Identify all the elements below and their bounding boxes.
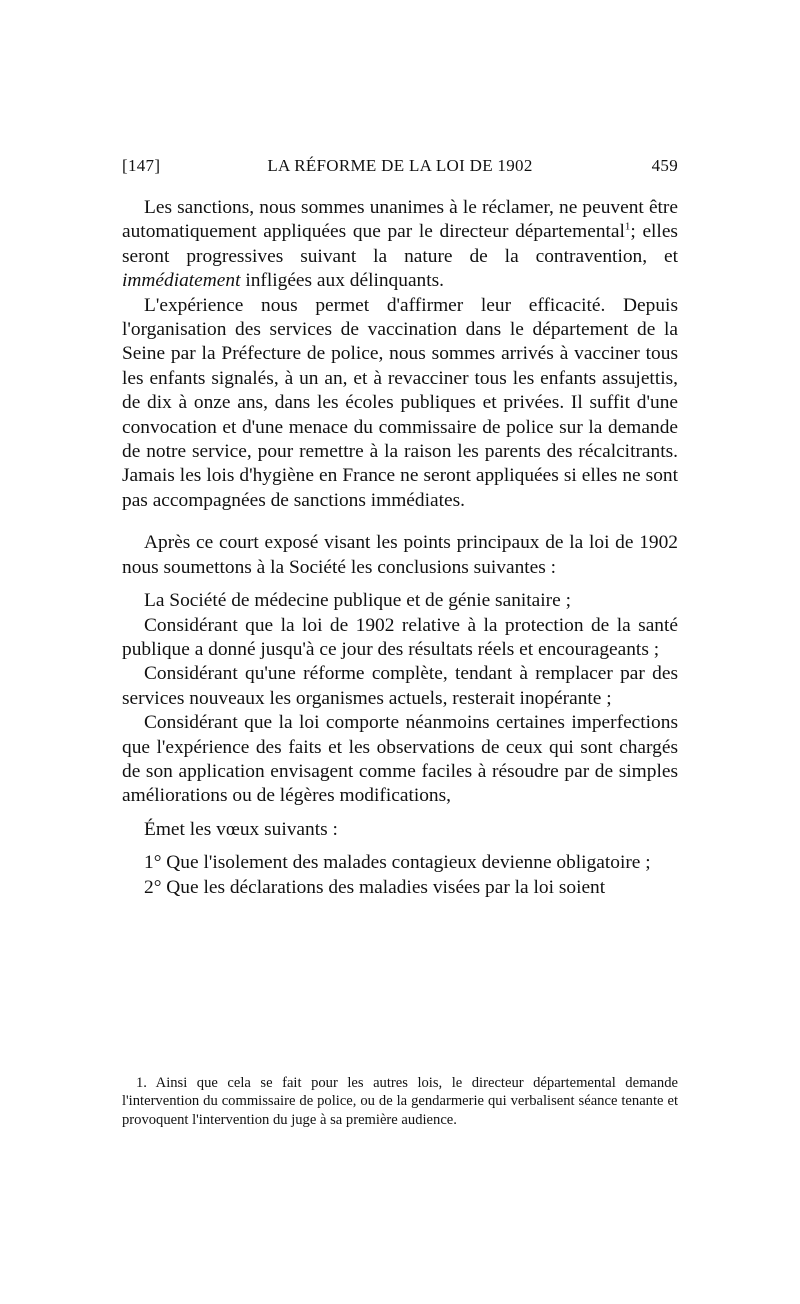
footnote (122, 1074, 678, 1129)
paragraph-societe: La Société de médecine publique et de génie sanitaire ; (144, 590, 571, 612)
p1-text-a: Les sanctions, nous sommes unanimes à le réclamer, ne peuvent être automatiquement appliquées que par le directeur départemental (122, 197, 678, 243)
p1-text-c: infligées aux délinquants. (240, 270, 445, 292)
paragraph-voeu-2: 2° Que les déclarations des maladies visées par la loi soient (144, 876, 606, 898)
main-text (122, 196, 678, 900)
footnote-text: 1. Ainsi que cela se fait pour les autres lois, le directeur départemental demande l'intervention du commissaire de police, ou de la gendarmerie qui verbalisent séance tenante et provoquent l'intervention du juge à sa première audience. (122, 1075, 678, 1128)
paragraph-conclusions-intro: Après ce court exposé visant les points principaux de la loi de 1902 nous soumettons à la Société les conclusions suivantes : (122, 532, 678, 578)
paragraph-voeu-1: 1° Que l'isolement des malades contagieux devienne obligatoire ; (144, 852, 651, 874)
paragraph-voeux: Émet les vœux suivants : (144, 818, 338, 840)
section-number: [147] (122, 156, 161, 175)
running-header (122, 156, 678, 186)
running-title: LA RÉFORME DE LA LOI DE 1902 (267, 156, 533, 175)
page-number: 459 (651, 156, 678, 175)
p1-emphasis: immédiatement (122, 270, 241, 292)
paragraph-considerant-2: Considérant qu'une réforme complète, tendant à remplacer par des services nouveaux les organismes actuels, resterait inopérante ; (122, 663, 678, 709)
paragraph-sanctions (122, 196, 678, 294)
paragraph-considerant-1: Considérant que la loi de 1902 relative à la protection de la santé publique a donné jusqu'à ce jour des résultats réels et encourageants ; (122, 614, 678, 660)
footnote-ref: 1 (624, 220, 631, 233)
p1-text-b: ; elles seront progressives suivant la nature de la contravention, et (122, 221, 678, 267)
paragraph-considerant-3: Considérant que la loi comporte néanmoins certaines imperfections que l'expérience des faits et les observations de ceux qui sont chargés de son application envisagent comme faciles à résoudre par de simples améliorations ou de légères modifications, (122, 712, 678, 807)
paragraph-experience: L'expérience nous permet d'affirmer leur efficacité. Depuis l'organisation des services de vaccination dans le département de la Seine par la Préfecture de police, nous sommes arrivés à vacciner tous les enfants signalés, à un an, et à revacciner tous les enfants assujettis, de dix à onze ans, dans les écoles publiques et privées. Il suffit d'une convocation et d'une menace du commissaire de police sur la demande de notre service, pour remettre à la raison les parents des récalcitrants. Jamais les lois d'hygiène en France ne seront appliquées si elles ne sont pas accompagnées de sanctions immédiates. (122, 294, 678, 511)
